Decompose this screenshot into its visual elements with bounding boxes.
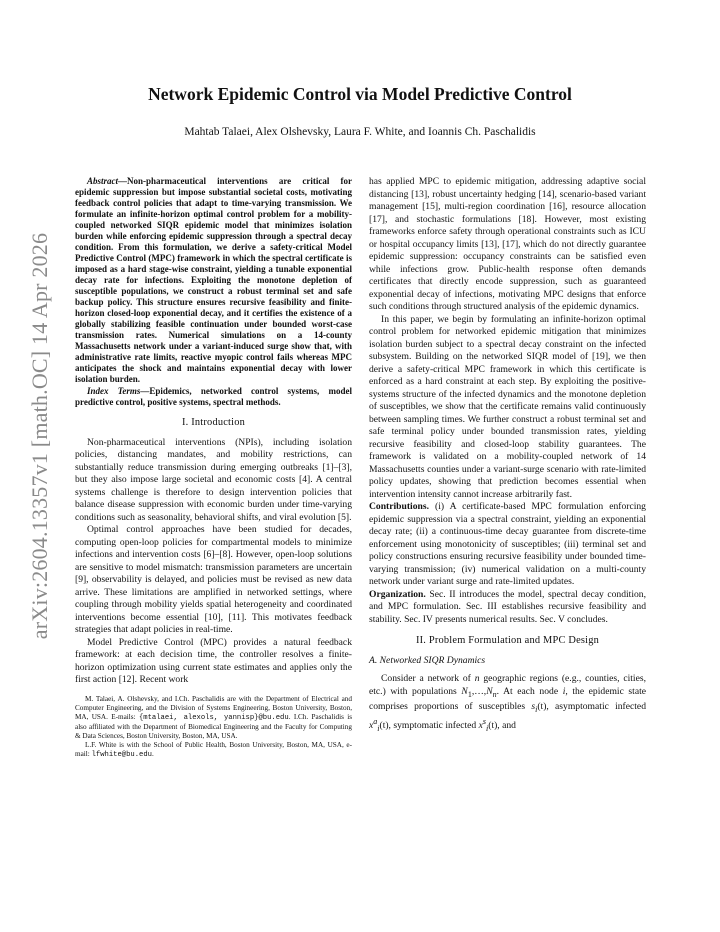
math-var: s <box>531 700 536 712</box>
index-terms-label: Index Terms— <box>87 386 150 396</box>
math-var: N <box>486 685 493 697</box>
index-terms <box>75 386 352 408</box>
math-sup: s <box>482 717 487 727</box>
text-run: (t), <box>379 720 391 732</box>
math-sub: i <box>535 704 538 714</box>
footnote-affiliation-1 <box>75 695 352 741</box>
author-list: Mahtab Talaei, Alex Olshevsky, Laura F. White, and Ioannis Ch. Paschalidis <box>184 126 536 138</box>
section-heading-text: I. Introduction <box>181 417 246 428</box>
math-var: x <box>478 720 483 732</box>
math-sub: n <box>492 689 497 699</box>
contributions-text: (i) A certificate-based MPC formulation enforcing epidemic suppression via a spectral constraint, yielding an exponential decay rate; (ii) a continuous-time decay guarantee from discrete-time enforcement using monotonicity of susceptibles; (iii) terminal set and policy constructions ensuring recursive feasibility under bounded time-varying transmission; (iv) numerical validation on a multi-county network under variant surge and rate-limited updates. <box>369 501 646 587</box>
footnote-email: lfwhite@bu.edu <box>91 750 152 759</box>
text-run: (t), <box>537 700 549 712</box>
abstract-paragraph <box>75 176 352 385</box>
organization-paragraph <box>369 589 646 627</box>
intro-paragraph-4: In this paper, we begin by formulating an infinite-horizon optimal control problem for networked epidemic mitigation that minimizes isolation burden subject to a spectral decay constraint on the infected subsystem. Building on the networked SIQR model of [19], we then derive a safety-critical MPC framework in which this certificate is enforced as a hard constraint at each step. By exploiting the positive-systems structure of the infected dynamics and the monotone depletion of susceptibles, we show that the certificate remains valid continuously between sampling times. We further construct a robust terminal set and safe terminal policy under bounded transmission rates, yielding recursive feasibility and closed-loop stability guarantees. The framework is validated on a mobility-coupled network of 14 Massachusetts counties under a variant-surge scenario with rate-limited policy updates, showing that prediction becomes essential when intervention intensity cannot increase arbitrarily fast. <box>369 313 646 500</box>
section-heading-introduction <box>75 417 352 430</box>
intro-paragraph-1: Non-pharmaceutical interventions (NPIs), including isolation policies, distancing mandates, and mobility restrictions, can substantially reduce transmission during emerging outbreaks [1]–[3], but they also impose large societal and economic costs [4]. A central systems challenge is therefore to design intervention policies that balance disease suppression with economic burden under time-varying conditions such as seasonality, behavioral shifts, and viral evolution [5]. <box>75 436 352 523</box>
footnote-text: L.F. White is with the School of Public Health, Boston University, Boston, MA, USA, e-mail: <box>75 740 352 758</box>
abstract-label: Abstract— <box>87 176 128 186</box>
math-sup: a <box>373 717 378 727</box>
math-var: n <box>474 673 480 684</box>
section-heading-problem-formulation <box>369 635 646 648</box>
text-run: symptomatic infected <box>390 720 479 732</box>
footnote-text: . I.Ch. Paschalidis is also affiliated with the Department of Biomedical Engineering and the Faculty for Computing & Data Sciences, Boston University, Boston, MA, USA. <box>75 712 353 740</box>
footnote-affiliation-2 <box>75 741 352 760</box>
intro-paragraph-3-continued: has applied MPC to epidemic mitigation, addressing adaptive social distancing [13], robust uncertainty hedging [14], scenario-based variant management [15], multi-region coordination [16], resource allocation [17], and stochastic formulations [18]. However, most existing frameworks enforce safety through operational constraints such as ICU or hospital occupancy limits [13], [17], which do not directly guarantee epidemic suppression: occupancy constraints can be satisfied even while infections grow. Public-health response often demands certificates that directly encode suppression, such as guaranteed exponential decay of infections, motivating MPC designs that enforce such conditions through structured analysis of the epidemic dynamics. <box>369 176 646 312</box>
footnote-text: M. Talaei, A. Olshevsky, and I.Ch. Paschalidis are with the Department of Electrical and Computer Engineering, and the Division of Systems Engineering, Boston University, Boston, MA, USA. E-mails: <box>75 694 352 721</box>
text-run: Consider a network of <box>381 673 475 684</box>
math-sub: i <box>486 724 489 734</box>
text-run: ,…, <box>471 685 487 697</box>
paper-title: Network Epidemic Control via Model Predictive Control <box>148 84 572 104</box>
arxiv-stamp <box>20 232 60 640</box>
organization-text: Sec. II introduces the model, spectral decay condition, and MPC formulation. Sec. III establishes recursive feasibility and stability. Sec. IV presents numerical results. Sec. V concludes. <box>369 588 646 625</box>
arxiv-stamp-text: arXiv:2604.13357v1 [math.OC] 14 Apr 2026 <box>27 232 52 640</box>
math-var: x <box>369 720 374 732</box>
math-var: i <box>562 685 566 697</box>
intro-paragraph-3: Model Predictive Control (MPC) provides a natural feedback framework: at each decision time, the controller resolves a finite-horizon optimization using current state estimates and applies only the first action [12]. Recent work <box>75 636 352 685</box>
abstract-text: Non-pharmaceutical interventions are critical for epidemic suppression but impose substantial societal costs, motivating feedback control policies that adapt to time-varying transmission. We formulate an infinite-horizon optimal control problem for a mobility-coupled networked SIQR epidemic model that minimizes isolation burden while enforcing epidemic suppression through a spectral decay condition. From this formulation, we derive a safety-critical Model Predictive Control (MPC) framework in which the spectral certificate is imposed as a hard stage-wise constraint, yielding a tunable exponential decay rate for infections. Exploiting the monotone depletion of susceptible populations, we construct a robust terminal set and safe backup policy. This structure ensures recursive feasibility and finite-horizon closed-loop exponential decay, and it certifies the existence of a globally stabilizing feasible continuation under bounded worst-case transmission rates. Numerical simulations on a 14-county Massachusetts network under a variant-induced surge show that, with administrative rate limits, reactive myopic control fails whereas MPC anticipates the shock and maintains exponential decay with lower isolation burden. <box>75 176 352 384</box>
text-run: asymptomatic infected <box>548 700 646 712</box>
model-paragraph <box>369 673 646 736</box>
contributions-label: Contributions. <box>369 501 429 512</box>
footnote-email: {mtalaei, alexols, yannisp}@bu.edu <box>138 713 289 722</box>
left-column <box>75 176 352 760</box>
math-var: N <box>461 685 468 697</box>
organization-label: Organization. <box>369 588 426 600</box>
section-heading-text: II. Problem Formulation and MPC Design <box>415 635 600 646</box>
footnote-text: . <box>151 749 154 758</box>
text-run: and <box>499 720 516 732</box>
text-run: geographic regions (e.g., counties, cities, etc.) with populations <box>369 673 646 697</box>
text-run: . At each node <box>496 685 563 697</box>
math-sub: 1 <box>467 689 472 699</box>
right-column <box>369 176 646 736</box>
footnotes <box>75 695 352 760</box>
subsection-heading: A. Networked SIQR Dynamics <box>369 654 486 666</box>
math-sub: i <box>377 724 380 734</box>
text-run: (t), <box>488 720 500 732</box>
text-run: , the epidemic state comprises proportions of susceptibles <box>369 685 647 712</box>
index-terms-text: Epidemics, networked control systems, model predictive control, positive systems, spectral methods. <box>75 386 352 407</box>
abstract <box>75 176 352 408</box>
intro-paragraph-2: Optimal control approaches have been studied for decades, computing open-loop policies for compartmental models to minimize infections and intervention costs [6]–[8]. However, open-loop solutions are sensitive to model mismatch: transmission parameters are uncertain [9], observability is delayed, and policies must be revised as new data arrive. These limitations are amplified in networked settings, where coupling through mobility yields spatial heterogeneity and coordinated interventions become essential [10], [11]. This motivates feedback strategies that adapt policies in real-time. <box>75 524 352 635</box>
contributions-paragraph <box>369 501 646 589</box>
